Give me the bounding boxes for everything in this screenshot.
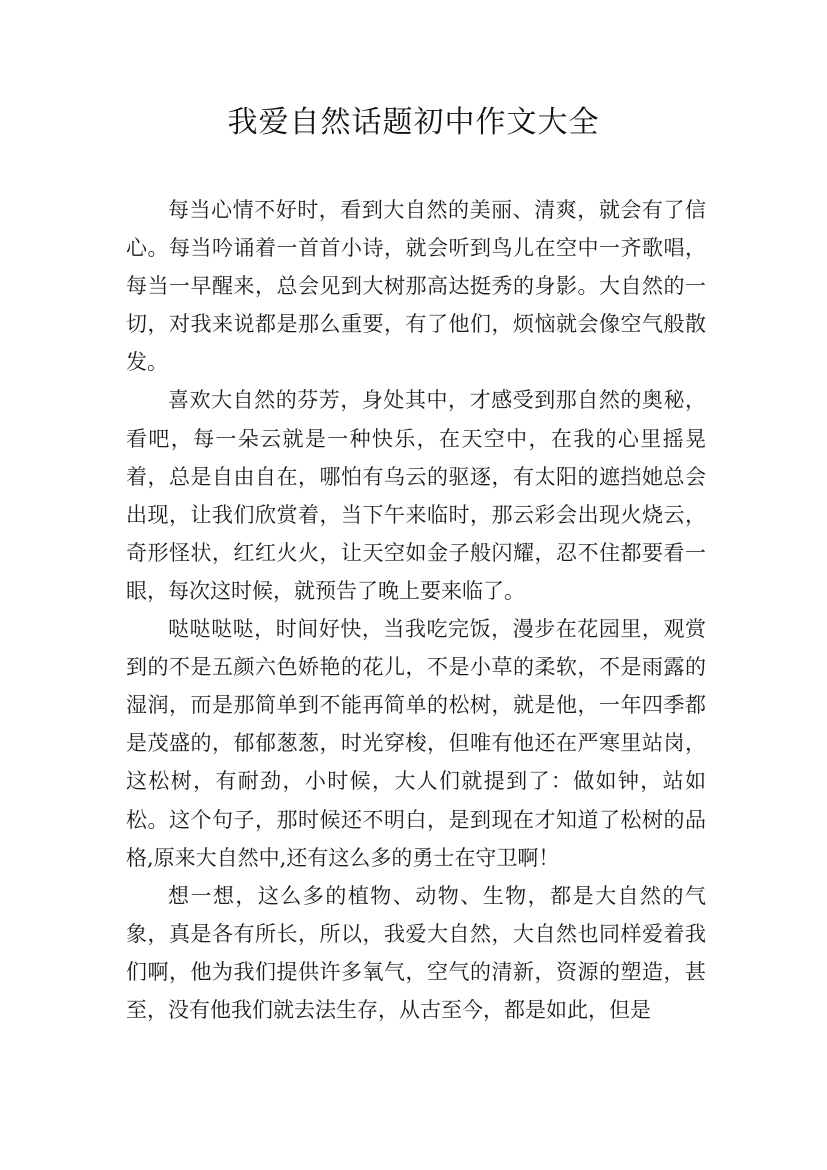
paragraph-2: 喜欢大自然的芬芳，身处其中，才感受到那自然的奥秘，看吧，每一朵云就是一种快乐，在天空中，在我的心里摇晃着，总是自由自在，哪怕有乌云的驱逐，有太阳的遮挡她总会出现，让我们欣赏着，当下午来临时，那云彩会出现火烧云，奇形怪状，红红火火，让天空如金子般闪耀，忍不住都要看一眼，每次这时候，就预告了晚上要来临了。	[126, 388, 706, 603]
paragraph-1: 每当心情不好时，看到大自然的美丽、清爽，就会有了信心。每当吟诵着一首首小诗，就会听到鸟儿在空中一齐歌唱，每当一早醒来，总会见到大树那高达挺秀的身影。大自然的一切，对我来说都是那么重要，有了他们，烦恼就会像空气般散发。	[126, 198, 706, 375]
document-body	[126, 191, 706, 1029]
document-title: 我爱自然话题初中作文大全	[227, 105, 600, 140]
paragraph-4: 想一想，这么多的植物、动物、生物，都是大自然的气象，真是各有所长，所以，我爱大自然，大自然也同样爱着我们啊，他为我们提供许多氧气，空气的清新，资源的塑造，甚至，没有他我们就去法生存，从古至今，都是如此，但是	[126, 883, 706, 1022]
paragraph-3: 哒哒哒哒，时间好快，当我吃完饭，漫步在花园里，观赏到的不是五颜六色娇艳的花儿，不是小草的柔软，不是雨露的湿润，而是那简单到不能再简单的松树，就是他，一年四季都是茂盛的，郁郁葱葱，时光穿梭，但唯有他还在严寒里站岗，这松树，有耐劲，小时候，大人们就提到了：做如钟，站如松。这个句子，那时候还不明白，是到现在才知道了松树的品格,原来大自然中,还有这么多的勇士在守卫啊！	[126, 617, 706, 870]
